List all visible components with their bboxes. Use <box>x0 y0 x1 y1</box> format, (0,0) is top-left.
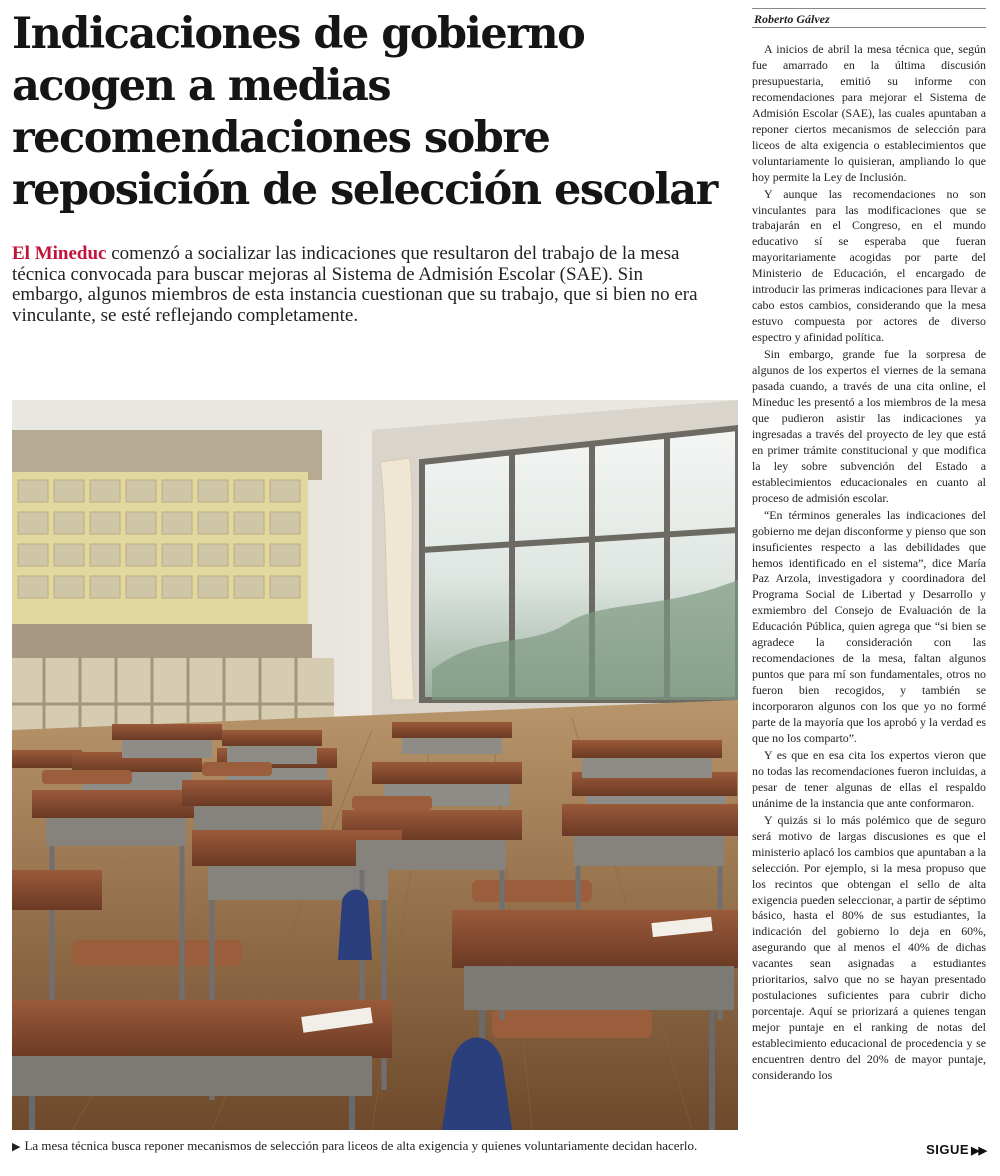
headline-line: Indicaciones de gobierno <box>12 9 585 59</box>
body-paragraph: A inicios de abril la mesa técnica que, según fue amarrado en la última discusión presupuestaria, emitió su informe con recomendaciones para mejorar el Sistema de Admisión Escolar (SAE), las cuales apuntaban a reponer ciertos mecanismos de selección para liceos de alta exigencia o establecimientos que voluntariamente lo quisieran, ampliando lo que hoy permite la Ley de Inclusión. <box>752 42 986 184</box>
lead-paragraph <box>12 244 717 326</box>
byline: Roberto Gálvez <box>752 8 986 28</box>
continue-marker <box>926 1142 986 1157</box>
body-paragraph: Y aunque las recomendaciones no son vinculantes para las modificaciones que se trabajarán en el Congreso, en el mundo educativo sí se esperaba que fueran mayoritariamente acogidas por parte del Ministerio de Educación, el encargado de introducir las primeras indicaciones para llevar a cabo estos cambios, considerando que la mesa estuvo compuesta por actores de diverso espectro y afinidad política. <box>752 186 986 345</box>
photo-caption <box>12 1138 742 1155</box>
headline-line: acogen a medias <box>12 61 391 111</box>
classroom-photo <box>12 400 738 1130</box>
body-paragraph: Sin embargo, grande fue la sorpresa de algunos de los expertos el viernes de la semana pasada cuando, a través de una cita online, el Mineduc les presentó a los miembros de la mesa que pudieron asistir las indicaciones ya ingresadas a través del proyecto de ley que está en primer trámite constitucional y que modifica la ley sobre subvención del Estado a establecimientos educacionales en cuanto al proceso de admisión escolar. <box>752 347 986 505</box>
caption-arrow-icon: ▶ <box>12 1141 21 1153</box>
body-paragraph: Y es que en esa cita los expertos vieron que no todas las recomendaciones fueron incluidas, a pesar de tener algunas de ellas el respaldo unánime de la instancia que ante conformaron. <box>752 747 986 810</box>
body-paragraph: Y quizás si lo más polémico que de seguro será motivo de largas discusiones es que el ministerio aplacó los cambios que apuntaban a la selección. Por ejemplo, si la mesa propuso que los recintos que obtengan el sello de alta exigencia pueden seleccionar, a partir de séptimo básico, hasta el 80% de sus estudiantes, la indicación del gobierno lo deja en 60%, asegurando que al menos el 40% de dichas vacantes sean asignadas a estudiantes prioritarios, salvo que no se hayan presentado postulaciones suficientes para cubrir dicho porcentaje. Aquí se priorizará a quienes tengan mejor puntaje en el ranking de notas del establecimiento educacional de procedencia y se encuentren dentro del 20% de mayor puntaje, considerando los <box>752 812 986 1082</box>
continue-label: SIGUE <box>926 1142 970 1157</box>
continue-arrows-icon: ▶▶ <box>971 1145 986 1157</box>
lead-kicker: El Mineduc <box>12 243 107 264</box>
caption-text: La mesa técnica busca reponer mecanismos de selección para liceos de alta exigencia y quienes voluntariamente decidan hacerlo. <box>24 1138 698 1153</box>
lead-text: comenzó a socializar las indicaciones que resultaron del trabajo de la mesa técnica convocada para buscar mejoras al Sistema de Admisión Escolar (SAE). Sin embargo, algunos miembros de esta instancia cuestionan que su trabajo, que si bien no era vinculante, se esté reflejando completamente. <box>12 243 698 326</box>
article-body <box>752 42 986 1085</box>
headline-line: reposición de selección escolar <box>12 165 717 215</box>
headline-line: recomendaciones sobre <box>12 113 550 163</box>
headline <box>12 8 732 216</box>
body-paragraph: “En términos generales las indicaciones del gobierno me dejan disconforme y pienso que son insuficientes respecto a las debilidades que hemos identificado en el sistema”, dice María Paz Arzola, investigadora y coordinadora del Programa Social de Libertad y Desarrollo y exmiembro del Consejo de Evaluación de la Educación Pública, quien agrega que “si bien se agradece la consideración con las recomendaciones de la mesa, faltan algunos puntos que para mí son fundamentales, otros no fueron bien recogidos, y también se incorporaron algunos con los que yo no formé parte de la mayoría que los aprobó y la verdad es que no los comparto”. <box>752 507 986 745</box>
